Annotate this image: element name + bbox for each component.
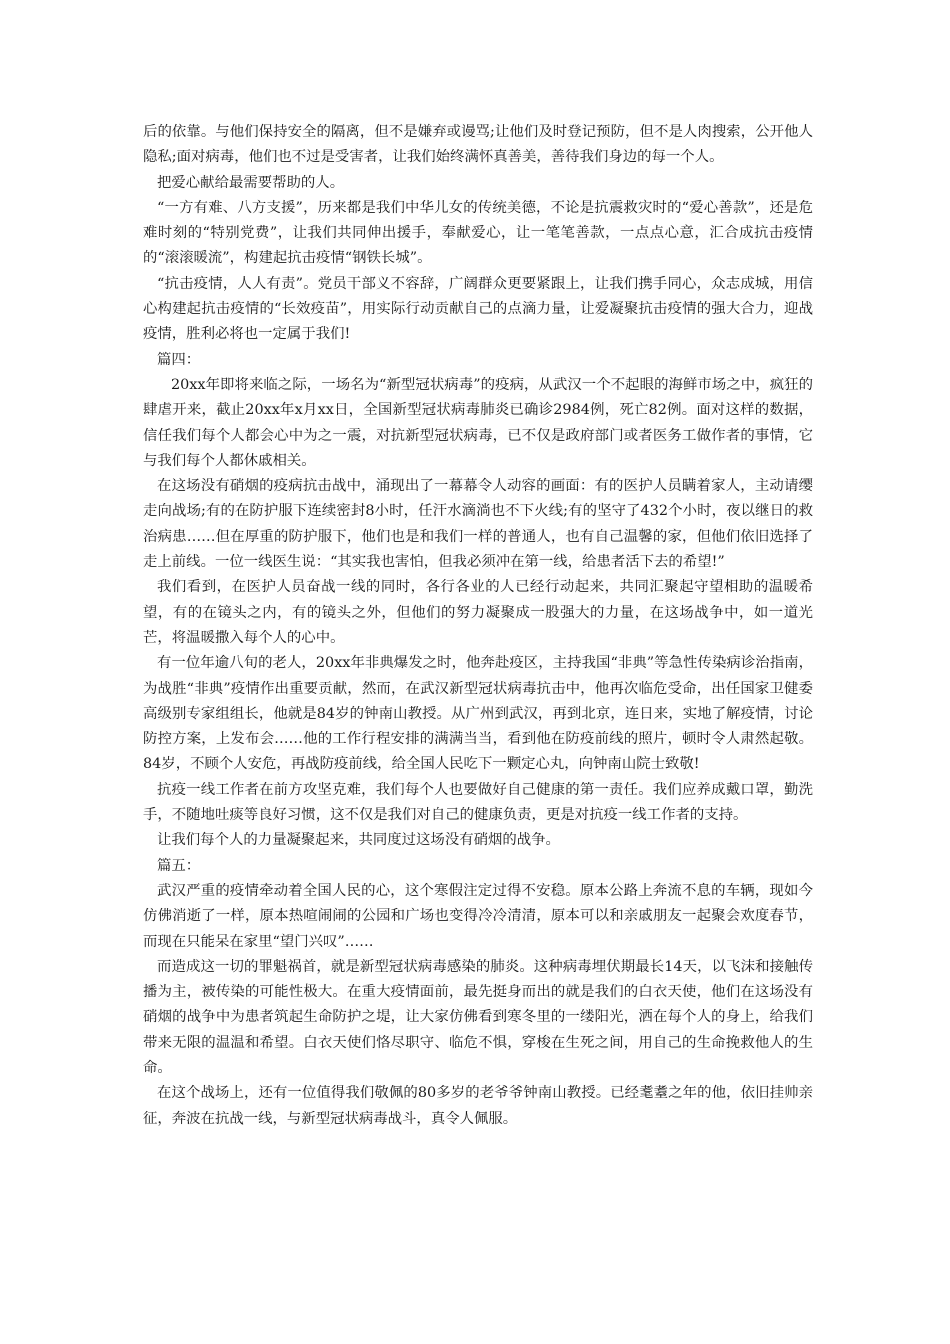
paragraph-5: 20xx年即将来临之际，一场名为“新型冠状病毒”的疫病，从武汉一个不起眼的海鲜市场之中，疯狂的肆虐开来，截止20xx年x月xx日，全国新型冠状病毒肺炎已确诊2984例，死亡82例。面对这样的数据，信任我们每个人都会心中为之一震，对抗新型冠状病毒，已不仅是政府部门或者医务工做作者的事情，它与我们每个人都休戚相关。 bbox=[143, 376, 813, 469]
paragraph-11: 武汉严重的疫情牵动着全国人民的心，这个寒假注定过得不安稳。原本公路上奔流不息的车辆，现如今仿佛消逝了一样，原本热喧闹闹的公园和广场也变得冷冷清清，原本可以和亲戚朋友一起聚会欢度春节，而现在只能呆在家里“望门兴叹”…… bbox=[143, 882, 813, 950]
paragraph-8: 有一位年逾八旬的老人，20xx年非典爆发之时，他奔赴疫区，主持我国“非典”等急性传染病诊治指南，为战胜“非典”疫情作出重要贡献，然而，在武汉新型冠状病毒抗击中，他再次临危受命，出任国家卫健委高级别专家组组长，他就是84岁的钟南山教授。从广州到武汉，再到北京，连日来，实地了解疫情，讨论防控方案，上发布会……他的工作行程安排的满满当当，看到他在防疫前线的照片，顿时令人肃然起敬。84岁，不顾个人安危，再战防疫前线，给全国人民吃下一颗定心丸，向钟南山院士致敬! bbox=[143, 655, 813, 773]
section-heading-5: 篇五： bbox=[157, 857, 201, 874]
paragraph-10: 让我们每个人的力量凝聚起来，共同度过这场没有硝烟的战争。 bbox=[157, 832, 560, 849]
paragraph-6: 在这场没有硝烟的疫病抗击战中，涌现出了一幕幕令人动容的画面：有的医护人员瞒着家人，主动请缨走向战场;有的在防护服下连续密封8小时，任汗水滴淌也不下火线;有的坚守了432个小时，夜以继日的救治病患……但在厚重的防护服下，他们也是和我们一样的普通人，也有自己温馨的家，但他们依旧选择了走上前线。一位一线医生说：“其实我也害怕，但我必须冲在第一线，给患者活下去的希望!” bbox=[143, 478, 813, 571]
document-page bbox=[143, 120, 813, 1132]
section-heading-4: 篇四： bbox=[157, 351, 201, 368]
paragraph-13: 在这个战场上，还有一位值得我们敬佩的80多岁的老爷爷钟南山教授。已经耄耋之年的他，依旧挂帅亲征，奔波在抗战一线，与新型冠状病毒战斗，真令人佩服。 bbox=[143, 1085, 813, 1127]
paragraph-12: 而造成这一切的罪魁祸首，就是新型冠状病毒感染的肺炎。这种病毒埋伏期最长14天，以飞沫和接触传播为主，被传染的可能性极大。在重大疫情面前，最先挺身而出的就是我们的白衣天使，他们在这场没有硝烟的战争中为患者筑起生命防护之堤，让大家仿佛看到寒冬里的一缕阳光，洒在每个人的身上，给我们带来无限的温温和希望。白衣天使们恪尽职守、临危不惧，穿梭在生死之间，用自己的生命挽救他人的生命。 bbox=[143, 958, 813, 1076]
paragraph-1: 后的依靠。与他们保持安全的隔离，但不是嫌弃或谩骂;让他们及时登记预防，但不是人肉搜索，公开他人隐私;面对病毒，他们也不过是受害者，让我们始终满怀真善美，善待我们身边的每一个人。 bbox=[143, 124, 813, 166]
paragraph-3: “一方有难、八方支援”，历来都是我们中华儿女的传统美德，不论是抗震救灾时的“爱心善款”，还是危难时刻的“特别党费”，让我们共同伸出援手，奉献爱心，让一笔笔善款，一点点心意，汇合成抗击疫情的“滚滚暖流”，构建起抗击疫情“钢铁长城”。 bbox=[143, 199, 813, 267]
paragraph-2: 把爱心献给最需要帮助的人。 bbox=[157, 174, 345, 191]
paragraph-4: “抗击疫情，人人有责”。党员干部义不容辞，广阔群众更要紧跟上，让我们携手同心，众志成城，用信心构建起抗击疫情的“长效疫苗”，用实际行动贡献自己的点滴力量，让爱凝聚抗击疫情的强大合力，迎战疫情，胜利必将也一定属于我们! bbox=[143, 275, 813, 343]
paragraph-9: 抗疫一线工作者在前方攻坚克难，我们每个人也要做好自己健康的第一责任。我们应养成戴口罩，勤洗手，不随地吐痰等良好习惯，这不仅是我们对自己的健康负责，更是对抗疫一线工作者的支持。 bbox=[143, 781, 813, 824]
paragraph-7: 我们看到，在医护人员奋战一线的同时，各行各业的人已经行动起来，共同汇聚起守望相助的温暖希望，有的在镜头之内，有的镜头之外，但他们的努力凝聚成一股强大的力量，在这场战争中，如一道光芒，将温暖撒入每个人的心中。 bbox=[143, 579, 813, 646]
